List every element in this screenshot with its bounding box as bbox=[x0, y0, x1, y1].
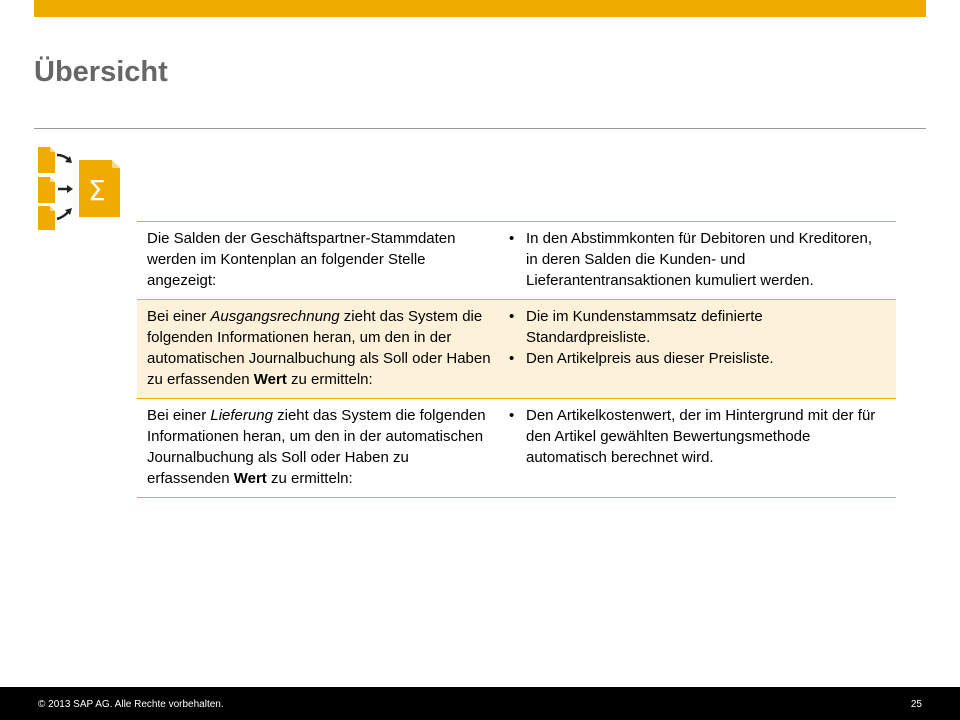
page-title: Übersicht bbox=[34, 56, 168, 88]
bullet-item: • Den Artikelkostenwert, der im Hintergrund mit der für den Artikel gewählten Bewertungsmethode automatisch berechnet wird. bbox=[505, 405, 886, 468]
row-details bbox=[503, 300, 896, 399]
row-details bbox=[503, 399, 896, 498]
description-text: zu ermitteln: bbox=[266, 470, 353, 487]
description-text: zieht das System die folgenden Informationen heran, um den in der automatischen Journalbuchung als Soll oder Haben zu erfassenden bbox=[147, 308, 491, 388]
bold-term: Wert bbox=[233, 470, 267, 487]
info-table bbox=[137, 221, 896, 498]
table-row bbox=[137, 399, 896, 498]
bold-term: Wert bbox=[253, 371, 287, 388]
table-row bbox=[137, 300, 896, 399]
footer bbox=[0, 687, 960, 720]
copyright-text: © 2013 SAP AG. Alle Rechte vorbehalten. bbox=[38, 699, 224, 710]
row-description bbox=[137, 222, 503, 300]
row-description bbox=[137, 399, 503, 498]
svg-text:Σ: Σ bbox=[88, 174, 106, 207]
description-text: Bei einer bbox=[147, 308, 211, 325]
bullet-item: • Die im Kundenstammsatz definierte Standardpreisliste. bbox=[505, 306, 886, 348]
description-text: Bei einer bbox=[147, 407, 211, 424]
emphasis-term: Lieferung bbox=[210, 407, 273, 424]
row-description bbox=[137, 300, 503, 399]
description-text: zieht das System die folgenden Informationen heran, um den in der automatischen Journalbuchung als Soll oder Haben zu erfassenden bbox=[147, 407, 486, 487]
page-number: 25 bbox=[910, 699, 922, 710]
title-divider bbox=[34, 128, 926, 129]
row-details bbox=[503, 222, 896, 300]
bullet-list bbox=[505, 228, 886, 291]
bullet-list bbox=[505, 306, 886, 369]
bullet-item: • In den Abstimmkonten für Debitoren und Kreditoren, in deren Salden die Kunden- und Lieferantentransaktionen kumuliert werden. bbox=[505, 228, 886, 291]
description-text: Die Salden der Geschäftspartner-Stammdaten werden im Kontenplan an folgender Stelle angezeigt: bbox=[147, 230, 456, 289]
bullet-item: • Den Artikelpreis aus dieser Preisliste. bbox=[505, 348, 886, 369]
documents-to-sum-icon bbox=[36, 145, 122, 231]
emphasis-term: Ausgangsrechnung bbox=[210, 308, 340, 325]
bullet-list bbox=[505, 405, 886, 468]
description-text: zu ermitteln: bbox=[286, 371, 373, 388]
table-row bbox=[137, 222, 896, 300]
top-accent-bar bbox=[34, 0, 926, 17]
